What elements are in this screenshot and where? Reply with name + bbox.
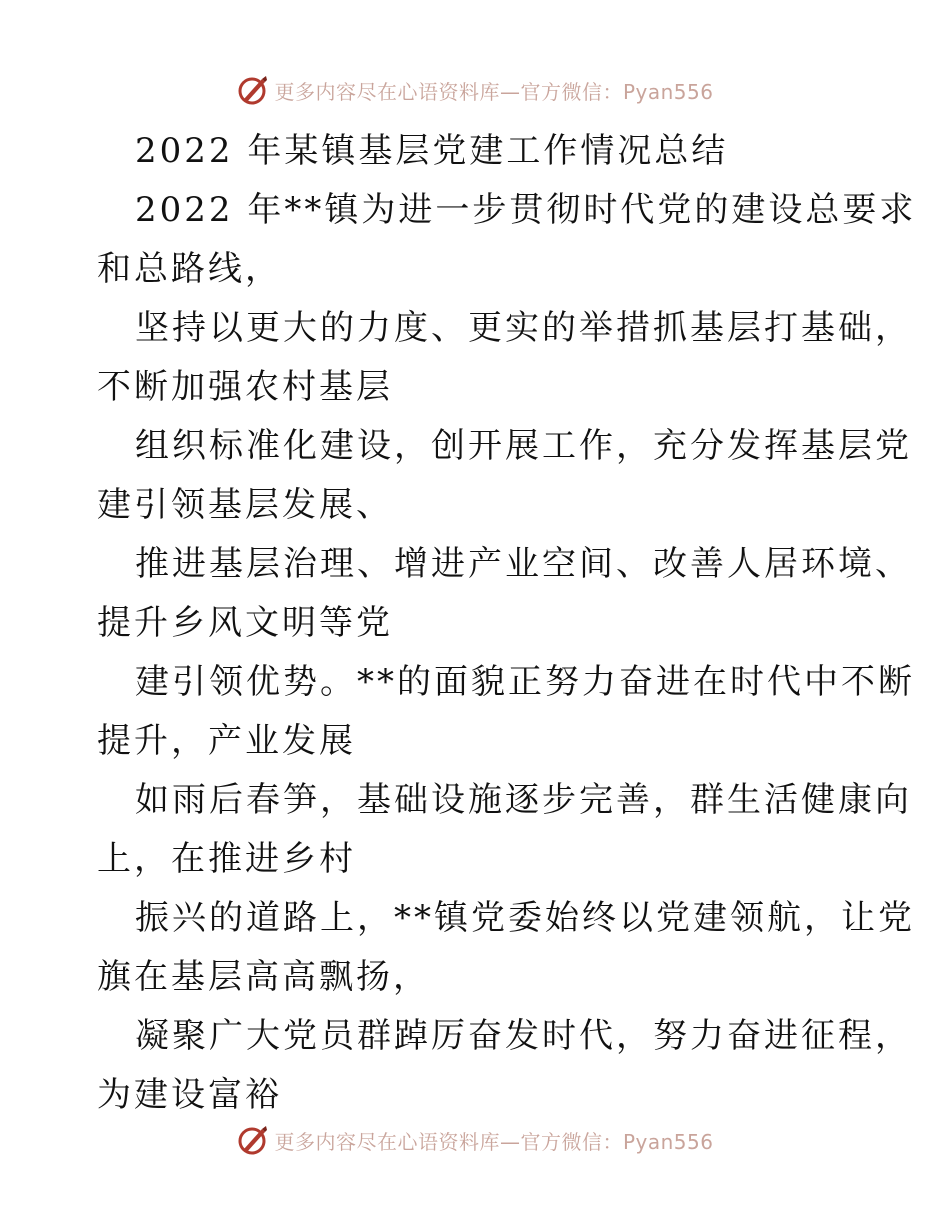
text-line: 2022 年**镇为进一步贯彻时代党的建设总要求 [135,190,917,230]
text-line: 旗在基层高高飘扬， [97,957,430,997]
text-line: 组织标准化建设，创开展工作，充分发挥基层党 [135,426,912,466]
text-line: 建引领基层发展、 [97,485,393,525]
text-line: 为建设富裕 [97,1075,282,1115]
text-line: 提升乡风文明等党 [97,603,393,643]
pen-logo-icon [236,1123,270,1157]
text-line: 坚持以更大的力度、更实的举措抓基层打基础， [135,308,912,348]
footer-watermark [0,1120,950,1160]
text-line: 不断加强农村基层 [97,367,393,407]
text-line: 建引领优势。**的面貌正努力奋进在时代中不断 [135,662,915,702]
header-watermark [0,70,950,110]
text-line: 如雨后春笋，基础设施逐步完善，群生活健康向 [135,780,912,820]
watermark-text: 更多内容尽在心语资料库—官方微信：Pyan556 [274,79,714,104]
pen-logo-icon [236,73,270,107]
text-line: 上，在推进乡村 [97,839,356,879]
text-line: 振兴的道路上，**镇党委始终以党建领航，让党 [135,898,915,938]
watermark-text: 更多内容尽在心语资料库—官方微信：Pyan556 [274,1129,714,1154]
text-line: 凝聚广大党员群踔厉奋发时代，努力奋进征程， [135,1016,912,1056]
text-line: 提升，产业发展 [97,721,356,761]
text-line: 和总路线， [97,249,282,289]
text-line: 推进基层治理、增进产业空间、改善人居环境、 [135,544,912,584]
text-line: 2022 年某镇基层党建工作情况总结 [135,131,729,171]
document-body [97,122,917,1125]
